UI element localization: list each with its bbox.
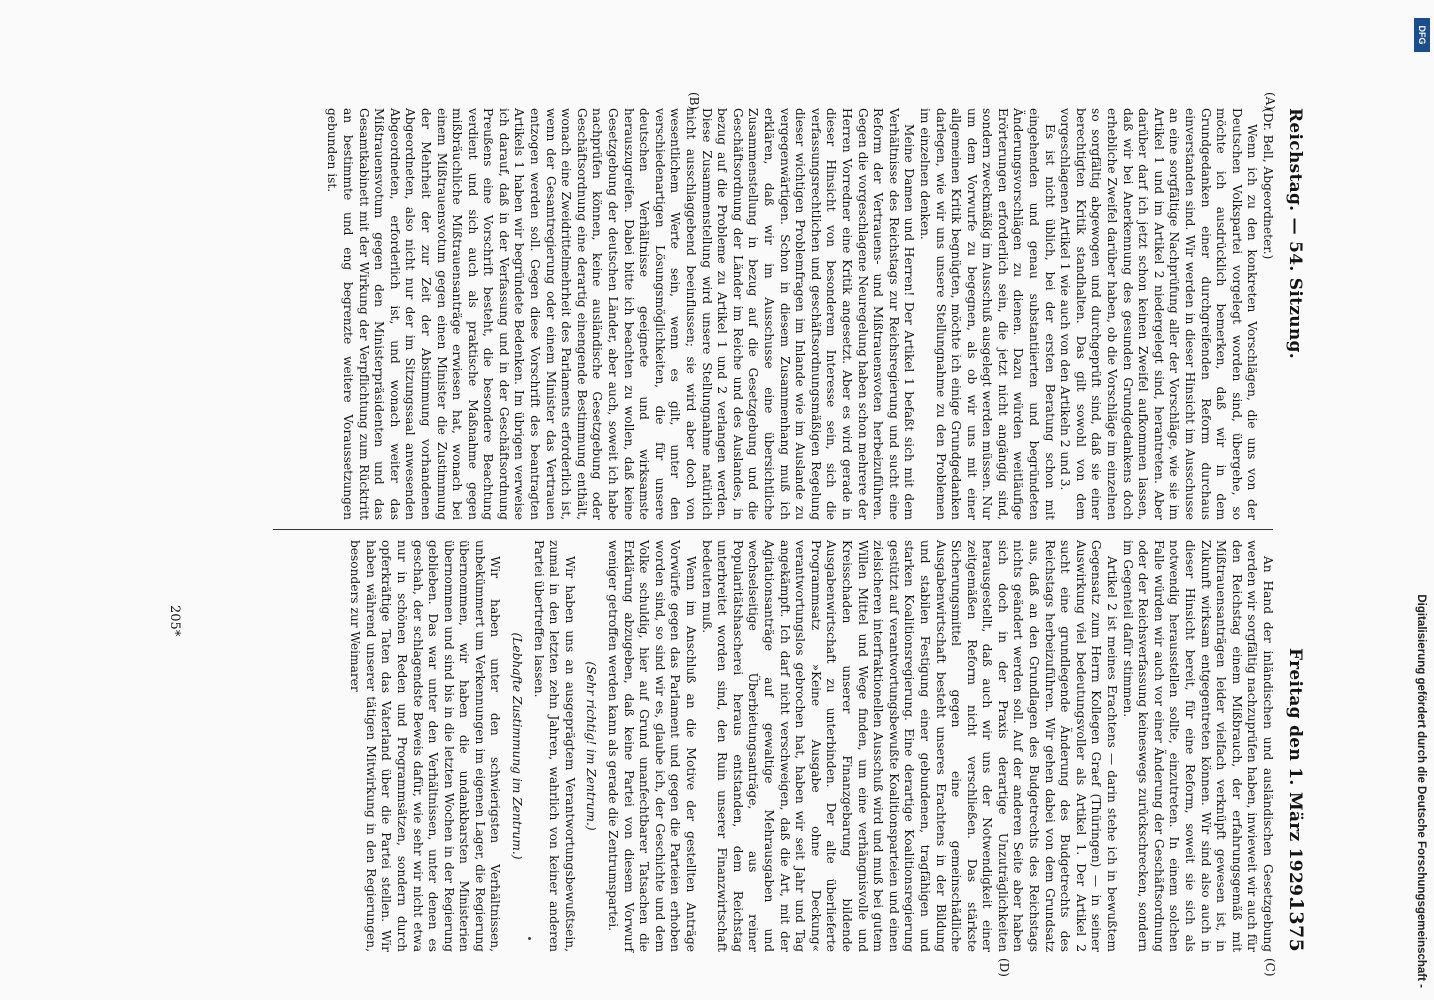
dfg-watermark	[1412, 8, 1430, 988]
margin-marker-a: (A)	[1263, 92, 1277, 111]
page-number: 1375	[1285, 897, 1307, 952]
paragraph: An Hand der inländischen und ausländischen Gesetzgebung werden wir sorgfältig nachzuprüfen haben, inwieweit wir auch für den Reichstag einem Mißbrauch, der erfahrungsgemäß mit Mißtrauensanträgen leider vielfach verknüpft gewesen ist, in Zukunft wirksam entgegentreten können. Wir sind also auch in dieser Hinsicht bereit, für eine Reform, soweit sie sich als notwendig herausstellen sollte, einzutreten. In einem solchen Falle würden wir auch vor einer Änderung der Geschäftsordnung oder der Reichsverfassung keineswegs zurückschrecken, sondern im Gegenteil dafür stimmen.	[1120, 540, 1275, 952]
running-header	[1281, 108, 1307, 952]
sheet-signature: 205*	[167, 605, 182, 637]
paragraph: Es ist nicht üblich, bei der ersten Beratung schon mit eingehenden und genau substantiierten und begründeten Änderungsvorschlägen zu dienen. Dazu würden weitläufige Erörterungen erforderlich sein, die jetzt nicht angängig sind, sondern zweckmäßig im Ausschuß ausgelegt werden müssen. Nur um dem Vorwurfe zu begegnen, als ob wir uns mit einer allgemeinen Kritik begnügten, möchte ich einige Grundgedanken darlegen, wie wir uns unsere Stellungnahme zu den Problemen im einzelnen denken.	[917, 108, 1057, 520]
scan-speck	[528, 937, 531, 940]
paragraph: Artikel 2 ist meines Erachtens — darin stehe ich in bewußtem Gegensatz zum Herrn Kollegen Graef (Thüringen) — in seiner Auswirkung viel bedeutungsvoller als Artikel 1. Der Artikel 2 sucht eine grundlegende Änderung des Budgetrechts des Reichstags herbeizuführen. Wir gehen dabei von dem Grundsatz aus, daß an den Grundlagen des Budgetrechts des Reichstags nichts geändert werden soll. Auf der anderen Seite aber haben sich doch in der Praxis derartige Unzuträglichkeiten herausgestellt, daß auch wir uns der Notwendigkeit einer zeitgemäßen Reform nicht verschließen. Das stärkste Sicherungsmittel gegen eine gemeinschädliche Ausgabenwirtschaft besteht unseres Erachtens in der Bildung und stabilen Festigung einer gebundenen, tragfähigen und starken Koalitionsregierung. Eine derartige Koalitionsregierung gestützt auf verantwortungsbewußte Koalitionsparteien und einen zielsicheren interfraktionellen Ausschuß wird und muß bei gutem Willen Mittel und Wege finden, um eine verhängnisvolle und Kreisschaden unserer Finanzgebarung bildende Ausgabenwirtschaft zu unterbinden. Der alte überlieferte Programmsatz »Keine Ausgabe ohne Deckung« verantwortungslos gebrochen hat, haben wir seit Jahr und Tag angekämpft. Ich darf nicht verschweigen, daß die Art, mit der Agitationsanträge auf gewaltige Mehrausgaben und wechselseitige Überbietungsanträge, aus reiner Popularitätshascherei heraus entstanden, dem Reichstag unterbreitet worden sind, den Ruin unserer Finanzwirtschaft bedeuten muß.	[699, 540, 1120, 952]
speaker-line: (Dr. Bell, Abgeordneter.)	[1261, 108, 1275, 260]
right-column	[347, 540, 1275, 952]
paragraph: Wir haben unter den schwierigsten Verhältnissen, unbekümmert um Verkennungen im eigenen Lager, die Regierung übernommen, wir haben die undankbarsten Ministerien übernommen und sind bis in die letzten Wochen in der Regierung geblieben. Das war unter den Verhältnissen, unter denen es geschah, der schlagendste Beweis dafür, wie sehr wir nicht etwa nur in schönen Reden und Programmsätzen, sondern durch opferkräftige Taten das Vaterland über die Partei stellen. Wir haben während unserer tätigen Mitwirkung in den Regierungen, besonders zur Weimarer	[348, 540, 503, 952]
watermark-text: Digitalisierung gefördert durch die Deutsche Forschungsgemeinschaft -	[1415, 594, 1427, 988]
interjection: (Sehr richtig! im Zentrum.)	[584, 661, 599, 831]
column-divider	[273, 529, 1273, 530]
interjection: (Lebhafte Zustimmung im Zentrum.)	[510, 632, 525, 860]
header-date: Freitag den 1. März 1929.	[1285, 648, 1305, 903]
dfg-logo-icon	[1414, 18, 1430, 52]
dfg-logo-text: DFG	[1417, 25, 1427, 45]
paragraph: Wenn im Anschluß an die Motive der gestellten Anträge Vorwürfe gegen das Parlament und gegen die Parteien erhoben worden sind, so sind wir es, glaube ich, der Geschichte und dem Volke schuldig, hier auf Grund unanfechtbarer Tatsachen die Erklärung abzugeben, daß keine Partei von diesem Vorwurf weniger getroffen werden kann als gerade die Zentrumspartei.	[606, 540, 699, 952]
margin-marker-c: (C)	[1263, 958, 1277, 977]
paragraph: Wir haben uns an ausgeprägtem Verantwortungsbewußtsein, zumal in den letzten zehn Jahren, wahrlich von keiner anderen Partei übertreffen lassen.	[531, 540, 577, 952]
paragraph: Meine Damen und Herren! Der Artikel 1 befaßt sich mit dem Verhältnisse des Reichstags zur Reichsregierung und sucht eine Reform der Vertrauens- und Mißtrauensvoten herbeizuführen. Gegen die vorgeschlagene Neuregelung haben schon mehrere der Herren Vorredner eine Kritik angesetzt. Aber es wird gerade in dieser Hinsicht von besonderem Interesse sein, sich die verfassungsrechtlichen und geschäftsordnungsmäßigen Regelung dieser wichtigen Problemfragen im Inlande wie im Auslande zu vergegenwärtigen. Schon in diesem Zusammenhang muß ich erklären, daß wir im Ausschusse eine übersichtliche Zusammenstellung in bezug auf die Gesetzgebung und die Geschäftsordnung der Länder im Reiche und des Auslandes, in bezug auf die Probleme zu Artikel 1 und 2 verlangen werden. Diese Zusammenstellung wird unsere Stellungnahme natürlich nicht ausschlaggebend beeinflussen; sie wird aber doch von wesentlichem Werte sein, wenn es gilt, unter den verschiedenartigen Lösungsmöglichkeiten, die für unsere deutschen Verhältnisse geeignete und wirksamste herauszugreifen. Dabei bitte ich beachten zu wollen, daß keine Gesetzgebung der deutschen Länder, aber auch, soweit ich habe nachprüfen können, keine ausländische Gesetzgebung oder Geschäftsordnung eine derartig einengende Bestimmung enthält, wonach eine Zweidrittelmehrheit des Parlaments erforderlich ist, wenn der Gesamtregierung oder einem Minister das Vertrauen entzogen werden soll. Gegen diese Vorschrift des beantragten Artikels 1 haben wir begründete Bedenken. Im übrigen verweise ich darauf, daß in der Verfassung und in der Geschäftsordnung Preußens eine Vorschrift besteht, die besondere Beachtung verdient und sich auch als praktische Maßnahme gegen mißbräuchliche Mißtrauensanträge erwiesen hat, wonach bei einem Mißtrauensvotum gegen einen Minister die Zustimmung der Mehrheit der zur Zeit der Abstimmung vorhandenen Abgeordneten, also nicht nur der im Sitzungssaal anwesenden Abgeordneten, erforderlich ist, und wonach weiter das Mißtrauensvotum gegen den Ministerpräsidenten und das Gesamtkabinett mit der Wirkung der Verpflichtung zum Rücktritt an bestimmte und eng begrenzte weitere Voraussetzungen gebunden ist.	[325, 108, 917, 520]
margin-marker-d: (D)	[997, 958, 1011, 977]
left-column	[324, 108, 1275, 520]
text-columns	[111, 92, 1281, 977]
document-page	[87, 90, 1317, 977]
header-left: Reichstag. — 54. Sitzung.	[1285, 108, 1305, 359]
paragraph: Wenn ich zu den konkreten Vorschlägen, die uns von der Deutschen Volkspartei vorgelegt worden sind, übergehe, so möchte ich ausdrücklich bemerken, daß wir in dem Grundgedanken einer durchgreifenden Reform durchaus einverstanden sind. Wir werden in dieser Hinsicht im Ausschusse an eine sorgfältige Nachprüfung aller der Vorschläge, wie sie im Artikel 1 und im Artikel 2 niedergelegt sind, herantreten. Aber darüber darf ich jetzt schon keinen Zweifel aufkommen lassen, daß wir bei Anerkennung des gesunden Grundgedankens doch erhebliche Zweifel darüber haben, ob die Vorschläge im einzelnen so sorgfältig abgewogen und durchgeprüft sind, daß sie einer berechtigten Kritik standhalten. Das gilt sowohl von dem vorgeschlagenen Artikel 1 wie auch von den Artikeln 2 und 3.	[1058, 108, 1260, 520]
margin-marker-b: (B)	[687, 92, 701, 111]
